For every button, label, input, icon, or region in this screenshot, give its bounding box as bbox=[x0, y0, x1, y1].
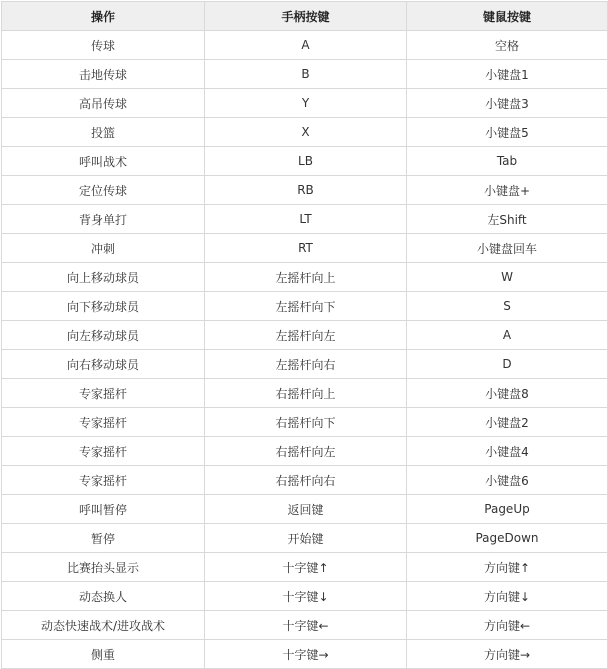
keyboard-key-cell: 小键盘8 bbox=[407, 379, 608, 408]
header-action: 操作 bbox=[2, 2, 205, 31]
gamepad-key-cell: 右摇杆向下 bbox=[205, 408, 407, 437]
gamepad-key-cell: 右摇杆向上 bbox=[205, 379, 407, 408]
table-row bbox=[2, 321, 608, 350]
keyboard-key-cell: W bbox=[407, 263, 608, 292]
keyboard-key-cell: D bbox=[407, 350, 608, 379]
action-cell: 高吊传球 bbox=[2, 89, 205, 118]
header-keyboard-key: 键鼠按键 bbox=[407, 2, 608, 31]
keyboard-key-cell: PageUp bbox=[407, 495, 608, 524]
action-cell: 专家摇杆 bbox=[2, 408, 205, 437]
keyboard-key-cell: 方向键↓ bbox=[407, 582, 608, 611]
gamepad-key-cell: 右摇杆向左 bbox=[205, 437, 407, 466]
action-cell: 专家摇杆 bbox=[2, 466, 205, 495]
gamepad-key-cell: Y bbox=[205, 89, 407, 118]
action-cell: 动态换人 bbox=[2, 582, 205, 611]
table-row bbox=[2, 495, 608, 524]
action-cell: 传球 bbox=[2, 31, 205, 60]
table-row bbox=[2, 89, 608, 118]
action-cell: 呼叫暂停 bbox=[2, 495, 205, 524]
table-row bbox=[2, 611, 608, 640]
gamepad-key-cell: 左摇杆向下 bbox=[205, 292, 407, 321]
table-row bbox=[2, 205, 608, 234]
gamepad-key-cell: LT bbox=[205, 205, 407, 234]
gamepad-key-cell: X bbox=[205, 118, 407, 147]
keyboard-key-cell: 小键盘2 bbox=[407, 408, 608, 437]
gamepad-key-cell: 返回键 bbox=[205, 495, 407, 524]
gamepad-key-cell: 十字键↑ bbox=[205, 553, 407, 582]
gamepad-key-cell: 十字键→ bbox=[205, 640, 407, 669]
header-gamepad-key: 手柄按键 bbox=[205, 2, 407, 31]
action-cell: 专家摇杆 bbox=[2, 379, 205, 408]
table-row bbox=[2, 437, 608, 466]
table-row bbox=[2, 350, 608, 379]
action-cell: 呼叫战术 bbox=[2, 147, 205, 176]
table-row bbox=[2, 147, 608, 176]
table-row bbox=[2, 292, 608, 321]
action-cell: 向上移动球员 bbox=[2, 263, 205, 292]
gamepad-key-cell: 右摇杆向右 bbox=[205, 466, 407, 495]
gamepad-key-cell: 十字键↓ bbox=[205, 582, 407, 611]
action-cell: 比赛抬头显示 bbox=[2, 553, 205, 582]
action-cell: 冲刺 bbox=[2, 234, 205, 263]
controls-table-container bbox=[1, 1, 607, 669]
action-cell: 向左移动球员 bbox=[2, 321, 205, 350]
keyboard-key-cell: 方向键← bbox=[407, 611, 608, 640]
gamepad-key-cell: 开始键 bbox=[205, 524, 407, 553]
keyboard-key-cell: 左Shift bbox=[407, 205, 608, 234]
table-header-row bbox=[2, 2, 608, 31]
gamepad-key-cell: B bbox=[205, 60, 407, 89]
keyboard-key-cell: S bbox=[407, 292, 608, 321]
action-cell: 向右移动球员 bbox=[2, 350, 205, 379]
keyboard-key-cell: 方向键→ bbox=[407, 640, 608, 669]
keyboard-key-cell: 小键盘+ bbox=[407, 176, 608, 205]
table-row bbox=[2, 60, 608, 89]
keyboard-key-cell: 空格 bbox=[407, 31, 608, 60]
action-cell: 击地传球 bbox=[2, 60, 205, 89]
action-cell: 侧重 bbox=[2, 640, 205, 669]
action-cell: 暂停 bbox=[2, 524, 205, 553]
table-row bbox=[2, 31, 608, 60]
keyboard-key-cell: 小键盘5 bbox=[407, 118, 608, 147]
gamepad-key-cell: 左摇杆向上 bbox=[205, 263, 407, 292]
table-row bbox=[2, 263, 608, 292]
action-cell: 向下移动球员 bbox=[2, 292, 205, 321]
keyboard-key-cell: 小键盘1 bbox=[407, 60, 608, 89]
keyboard-key-cell: PageDown bbox=[407, 524, 608, 553]
table-row bbox=[2, 176, 608, 205]
controls-table bbox=[1, 1, 608, 669]
table-row bbox=[2, 582, 608, 611]
table-row bbox=[2, 118, 608, 147]
table-row bbox=[2, 640, 608, 669]
table-row bbox=[2, 379, 608, 408]
action-cell: 专家摇杆 bbox=[2, 437, 205, 466]
table-row bbox=[2, 524, 608, 553]
gamepad-key-cell: LB bbox=[205, 147, 407, 176]
gamepad-key-cell: RT bbox=[205, 234, 407, 263]
action-cell: 背身单打 bbox=[2, 205, 205, 234]
keyboard-key-cell: A bbox=[407, 321, 608, 350]
gamepad-key-cell: 左摇杆向左 bbox=[205, 321, 407, 350]
keyboard-key-cell: 小键盘4 bbox=[407, 437, 608, 466]
table-row bbox=[2, 466, 608, 495]
action-cell: 投篮 bbox=[2, 118, 205, 147]
table-row bbox=[2, 553, 608, 582]
keyboard-key-cell: 小键盘6 bbox=[407, 466, 608, 495]
keyboard-key-cell: 小键盘回车 bbox=[407, 234, 608, 263]
table-row bbox=[2, 408, 608, 437]
keyboard-key-cell: 方向键↑ bbox=[407, 553, 608, 582]
gamepad-key-cell: RB bbox=[205, 176, 407, 205]
gamepad-key-cell: 十字键← bbox=[205, 611, 407, 640]
keyboard-key-cell: Tab bbox=[407, 147, 608, 176]
action-cell: 定位传球 bbox=[2, 176, 205, 205]
gamepad-key-cell: 左摇杆向右 bbox=[205, 350, 407, 379]
action-cell: 动态快速战术/进攻战术 bbox=[2, 611, 205, 640]
gamepad-key-cell: A bbox=[205, 31, 407, 60]
table-row bbox=[2, 234, 608, 263]
keyboard-key-cell: 小键盘3 bbox=[407, 89, 608, 118]
